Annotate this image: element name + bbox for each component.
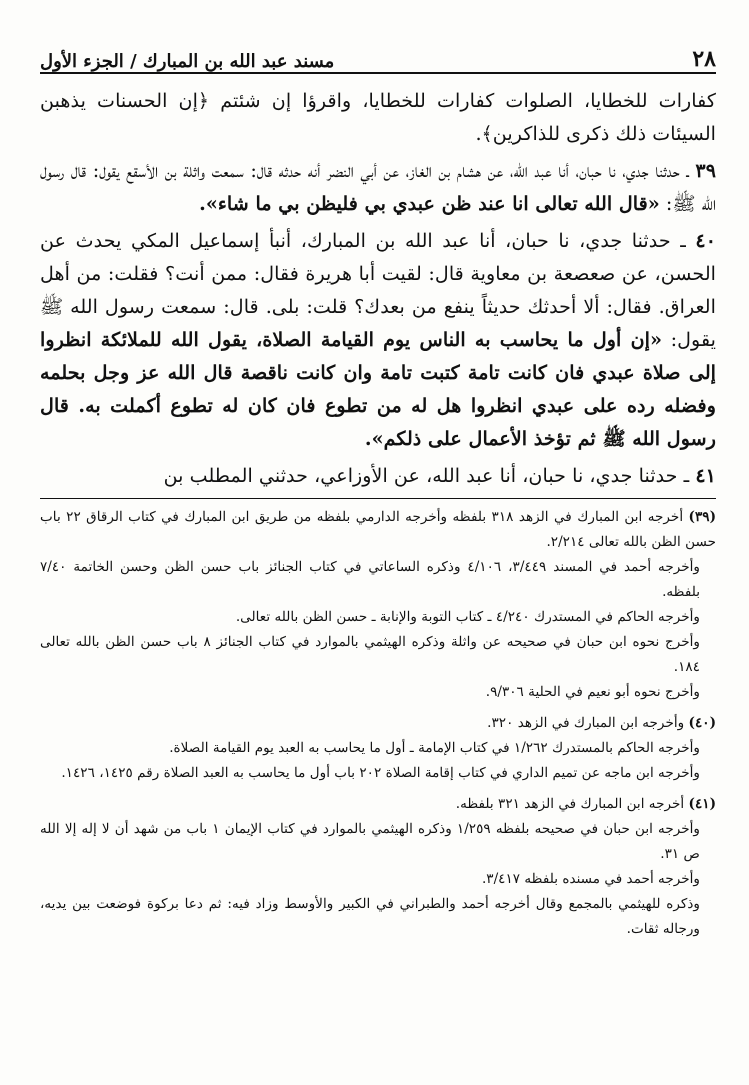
- page-number: ٢٨: [692, 46, 716, 72]
- hadith-41: [40, 459, 716, 492]
- footnote-divider: [40, 498, 716, 499]
- footnote-40: [40, 711, 716, 786]
- footnote-number: (٤٠): [688, 715, 716, 731]
- footnote-text: وأخرجه ابن المبارك في الزهد ٣٢٠.: [487, 715, 685, 731]
- hadith-text: «إن أول ما يحاسب به الناس يوم القيامة الصلاة، يقول الله للملائكة انظروا إلى صلاة عبدي فان كانت تامة كتبت تامة وان كانت ناقصة قال الله عز وجل بحلمه وفضله رده على عبدي انظروا هل له من تطوع فان كان له تطوع أكملت به. قال رسول الله ﷺ ثم تؤخذ الأعمال على ذلكم».: [40, 328, 716, 450]
- page: [40, 40, 716, 948]
- footnote-line: [40, 505, 716, 555]
- footnote-line: وأخرجه الحاكم بالمستدرك ١/٢٦٢ في كتاب الإمامة ـ أول ما يحاسب به العبد يوم القيامة الصلاة.: [169, 740, 700, 756]
- hadith-39: [40, 154, 716, 220]
- footnote-41: [40, 792, 716, 942]
- footnote-line: وأخرج نحوه أبو نعيم في الحلية ٩/٣٠٦.: [485, 684, 700, 700]
- hadith-number: ٤٠: [695, 229, 717, 252]
- hadith-chain: ـ حدثنا جدي، نا حبان، أنا عبد الله، عن الأوزاعي، حدثني المطلب بن: [163, 464, 690, 487]
- footnote-text: أخرجه ابن المبارك في الزهد ٣١٨ بلفظه وأخرجه الدارمي بلفظه من طريق ابن المبارك في كتاب الرقاق ٢٢ باب حسن الظن بالله تعالى ٢/٢١٤.: [40, 509, 716, 550]
- page-header: [40, 40, 716, 74]
- footnote-39: [40, 505, 716, 705]
- footnote-line: وأخرجه ابن ماجه عن تميم الداري في كتاب إقامة الصلاة ٢٠٢ باب أول ما يحاسب به العبد الصلاة رقم ١٤٢٥، ١٤٢٦.: [61, 765, 700, 781]
- hadith-number: ٣٩: [695, 159, 717, 182]
- footnote-line: وأخرجه أحمد في المسند ٣/٤٤٩، ٤/١٠٦ وذكره الساعاتي في كتاب الجنائز باب حسن الظن وحسن الخاتمة ٧/٤٠ بلفظه.: [40, 559, 700, 600]
- footnote-line: [40, 711, 716, 736]
- hadith-chain: ـ حدثنا جدي، نا حبان، أنا عبد الله بن المبارك، أنبأ إسماعيل المكي يحدث عن الحسن، عن صعصعة بن معاوية قال: لقيت أبا هريرة فقال: ممن أنت؟ فقلت: من أهل العراق. فقال: ألا أحدثك حديثاً ينفع من بعدك؟ قلت: بلى. قال: سمعت رسول الله ﷺ يقول:: [40, 229, 716, 351]
- main-text: [40, 84, 716, 492]
- footnote-line: وذكره للهيثمي بالمجمع وقال أخرجه أحمد والطبراني في الكبير والأوسط وزاد فيه: ثم دعا بركوة فوضعت بين يديه، ورجاله ثقات.: [40, 896, 700, 937]
- footnote-line: وأخرجه أحمد في مسنده بلفظه ٣/٤١٧.: [481, 871, 700, 887]
- footnote-number: (٤١): [688, 796, 716, 812]
- hadith-chain: ـ حدثنا جدي، نا حبان، أنا عبد الله، عن هشام بن الغاز، عن أبي النضر أنه حدثه قال: سمعت واثلة بن الأسقع يقول: قال رسول الله ﷺ:: [40, 159, 716, 215]
- paragraph-continuation: كفارات للخطايا، الصلوات كفارات للخطايا، واقرؤا إن شئتم ﴿إن الحسنات يذهبن السيئات ذلك ذكرى للذاكرين﴾.: [40, 89, 716, 145]
- footnote-number: (٣٩): [688, 509, 717, 525]
- hadith-text: «قال الله تعالى انا عند ظن عبدي بي فليظن بي ما شاء».: [199, 192, 660, 215]
- footnote-line: وأخرج نحوه ابن حبان في صحيحه عن واثلة وذكره الهيثمي بالموارد في كتاب الجنائز ٨ باب حسن الظن بالله تعالى ١٨٤.: [40, 634, 700, 675]
- hadith-number: ٤١: [695, 464, 716, 487]
- hadith-40: [40, 224, 716, 455]
- running-title: مسند عبد الله بن المبارك / الجزء الأول: [40, 51, 335, 72]
- footnote-text: أخرجه ابن المبارك في الزهد ٣٢١ بلفظه.: [455, 796, 685, 812]
- footnotes: [40, 505, 716, 942]
- footnote-line: وأخرجه ابن حبان في صحيحه بلفظه ١/٢٥٩ وذكره الهيثمي بالموارد في كتاب الإيمان ١ باب من شهد أن لا إله إلا الله ص ٣١.: [40, 821, 700, 862]
- footnote-line: وأخرجه الحاكم في المستدرك ٤/٢٤٠ ـ كتاب التوبة والإنابة ـ حسن الظن بالله تعالى.: [235, 609, 700, 625]
- footnote-line: [40, 792, 716, 817]
